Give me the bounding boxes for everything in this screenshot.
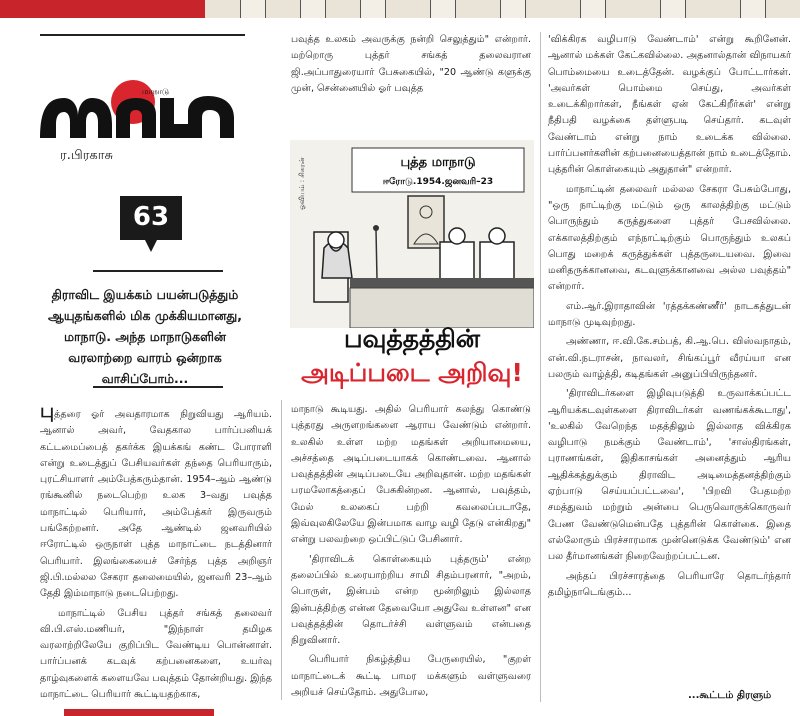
paragraph: அந்தப் பிரச்சாரத்தை பெரியாரே தொடர்ந்தார் தமிழ்நாடெங்கும்...: [548, 570, 791, 598]
conference-illustration: [290, 140, 534, 328]
author-byline: ர.பிரகாசு: [60, 148, 114, 163]
column-rule: [281, 400, 282, 700]
article-column-middle-top: [291, 32, 531, 100]
column-rule: [540, 32, 541, 702]
banner-title: புத்த மாநாடு: [400, 155, 476, 170]
header-rule: [40, 34, 245, 36]
paragraph: பவுத்த உலகம் அவருக்கு நன்றி செலுத்தும்" என்றார். மற்றொரு புத்தர் சங்கத் தலைவரான ஜி.அப்பாதுரையார் பேசுகையில், "20 ஆண்டு களுக்கு முன், சென்னையில் ஓர் பவுத்த: [291, 34, 531, 94]
paragraph: பெரியார் நிகழ்த்திய பேருரையில், "குறள் மாநாட்டைக் கூட்டி பாமர மக்களும் வள்ளுவரை அறியச் செய்தோம். அதுபோல,: [291, 654, 531, 699]
headline-line-1: பவுத்தத்தின்: [343, 324, 481, 353]
paragraph: எம்.ஆர்.இராதாவின் 'ரத்தக்கண்ணீர்' நாடகத்துடன் மாநாடு முடிவுற்றது.: [548, 300, 791, 329]
banner-subtitle: ஈரோடு.1954.ஜனவரி–23: [382, 177, 494, 187]
top-illustration-strip: [0, 0, 800, 18]
paragraph: 'விக்கிரக வழிபாடு வேண்டாம்' என்று கூறினேன். ஆனால் மக்கள் கேட்கவில்லை. அதனால்தான் விநாயகர் பொம்மையை உடைத்தேன். வழக்குப் போட்டார்கள். 'அவர்கள் பொம்மை செய்து, அவர்கள் உடைக்கிறார்கள், நீங்கள் ஏன் கேட்கிறீர்கள்' என்று நீதிபதி வழக்கை தள்ளுபடி செய்தார். கடவுள் வேண்டாம் என்று நாம் உடைக்க வில்லை. பார்ப்பனர்களின் கற்பனையைத்தான் நாம் உடைத்தோம். புத்தரின் கொள்கையும் அதுதான்" என்றார்.: [548, 34, 791, 176]
divider: [93, 386, 223, 388]
teaser-text: திராவிட இயக்கம் பயன்படுத்தும் ஆயுதங்களில் மிக முக்கியமானது, மாநாடு. அந்த மாநாடுகளின் வரலாற்றை வாரம் ஒன்றாக வாசிப்போம்...: [48, 287, 242, 386]
series-logo: [38, 68, 238, 144]
divider: [93, 270, 223, 272]
paragraph: 'திராவிடக் கொள்கையும் புத்தரும்' என்ற தலைப்பில் உரையாற்றிய சாமி சிதம்பரனார், "அறம், பொருள், இன்பம் என்ற மூன்றிலும் இல்லாத இன்பத்திற்கு என்ன தேவையோ அதுவே உள்ளன" என பவுத்தத்தின் தொடர்ச்சி வள்ளுவம் என்பதை நிறுவினார்.: [291, 553, 531, 647]
paragraph: அண்ணா, ஈ.வி.கே.சம்பத், கி.ஆ.பெ. விஸ்வநாதம், என்.வி.நடராசன், நாவலர், சிங்கப்பூர் வீரய்யா என பலரும் வாழ்த்தி, கடிதங்கள் அனுப்பியிருந்தனர்.: [548, 336, 791, 380]
paragraph: மாநாடு கூடியது. அதில் பெரியார் கலந்து கொண்டு புத்தரது அருளறங்களை ஆராய வேண்டும் என்றார். உலகில் உள்ள மற்ற மதங்கள் அறியாமையை, அச்சத்தை அடிப்படையாகக் கொண்டவை. ஆனால் பவுத்தத்தின் அடிப்படையே அறிவுதான். மற்ற மதங்கள் பரமலோகத்தைப் பேசுகின்றன. ஆனால், பவுத்தம், மேல் உலகைப் பற்றி கவலைப்படாதே, இவ்வுலகிலேயே இன்பமாக வாழ வழி தேடு என்கிறது" என்று பலவற்றை ஒப்பிட்டுப் பேசினார்.: [291, 404, 531, 546]
article-column-left: [40, 400, 272, 706]
headline-line-2: அடிப்படை அறிவு!: [301, 358, 523, 387]
chapter-badge: [120, 196, 182, 254]
series-title: மாநாடு: [142, 87, 170, 96]
article-column-right: [548, 32, 791, 604]
chapter-number: 63: [132, 202, 170, 232]
drop-cap: பு: [40, 400, 55, 422]
paragraph: மாநாட்டின் தலைவர் மல்லல சேகரா பேசும்போது, "ஒரு நாட்டிற்கு மட்டும் ஒரு காலத்திற்கு மட்டும் பொருந்தும் கருத்துகளை புத்தர் பேசவில்லை. எக்காலத்திற்கும் எந்நாட்டிற்கும் பொருந்தும் உலகப் பொது மறைக் கருத்துக்கள் புத்தருடையவை. இவை மனிதருக்கானவை, கடவுளுக்கானவை அல்ல பவுத்தம்" என்றார்.: [548, 183, 791, 293]
illustration-credit: ஓவியம் : சிகரன்: [298, 157, 306, 210]
article-column-middle-bottom: [291, 402, 531, 704]
paragraph: 'திராவிடர்களை இழிவுபடுத்தி உருவாக்கப்பட்ட ஆரியக்கடவுள்களை திராவிடர்கள் வணங்கக்கூடாது', 'உலகில் வேறெந்த மதத்திலும் இல்லாத விக்கிரக வழிபாடு நமக்கும் வேண்டாம்', 'சாஸ்திரங்கள், புராணங்கள், இதிகாசங்கள் அனைத்தும் ஆரிய ஆதிக்கத்துக்கும் திராவிட அடிமைத்தனத்திற்கும் ஏற்பாடு செய்யப்பட்டவை', 'பிறவி பேதமற்ற சமத்துவம் மற்றும் அன்பை பெருவொருக்கொருவர் பேண வேண்டுமென்பதே புத்தரின் கொள்கை. இதை எல்லோரும் பிரச்சாரமாக முன்னெடுக்க வேண்டும்' என பல தீர்மானங்கள் நிறைவேற்றப்பட்டன.: [548, 388, 791, 563]
paragraph: த்தரை ஓர் அவதாரமாக நிறுவியது ஆரியம். ஆனால் அவர், வேதகால பார்ப்பனியக் கட்டமைப்பைத் தகர்க்க இயக்கங் கண்ட போராளி என்று உடைத்துப் பேசியவர்கள் தந்தை பெரியாரும், புரட்சியாளர் அம்பேத்கரும்தான். 1954–ஆம் ஆண்டு ரங்கூனில் நடைபெற்ற உலக 3–வது பவுத்த மாநாட்டில் பெரியார், அம்பேத்கர் இருவரும் பங்கேற்றனர். அதே ஆண்டில் ஜனவரியில் ஈரோட்டில் ஒருநாள் புத்த மாநாட்டை நடத்தினார் பெரியார். இலங்கையைச் சேர்ந்த புத்த அறிஞர் ஜி.பி.மல்லல சேகரா தலைமையில், ஜனவரி 23–ஆம் தேதி இம்மாநாடு நடைபெற்றது.: [40, 409, 272, 600]
continued-label: ...கூட்டம் திரளும்: [688, 690, 772, 701]
bottom-red-bar: [64, 709, 214, 716]
paragraph: மாநாட்டில் பேசிய புத்தர் சங்கத் தலைவர் வி.பி.எஸ்.மணியர், "இந்நாள் தமிழக வரலாற்றிலேயே குறிப்பிட வேண்டிய பொன்னாள். பார்ப்பனக் கடவுக் கற்பனைகளை, உயர்வு தாழ்வுகளைக் களையவே பவுத்தம் தோன்றியது. இந்த மாநாட்டை பெரியார் கூட்டியதற்காக,: [40, 607, 272, 701]
